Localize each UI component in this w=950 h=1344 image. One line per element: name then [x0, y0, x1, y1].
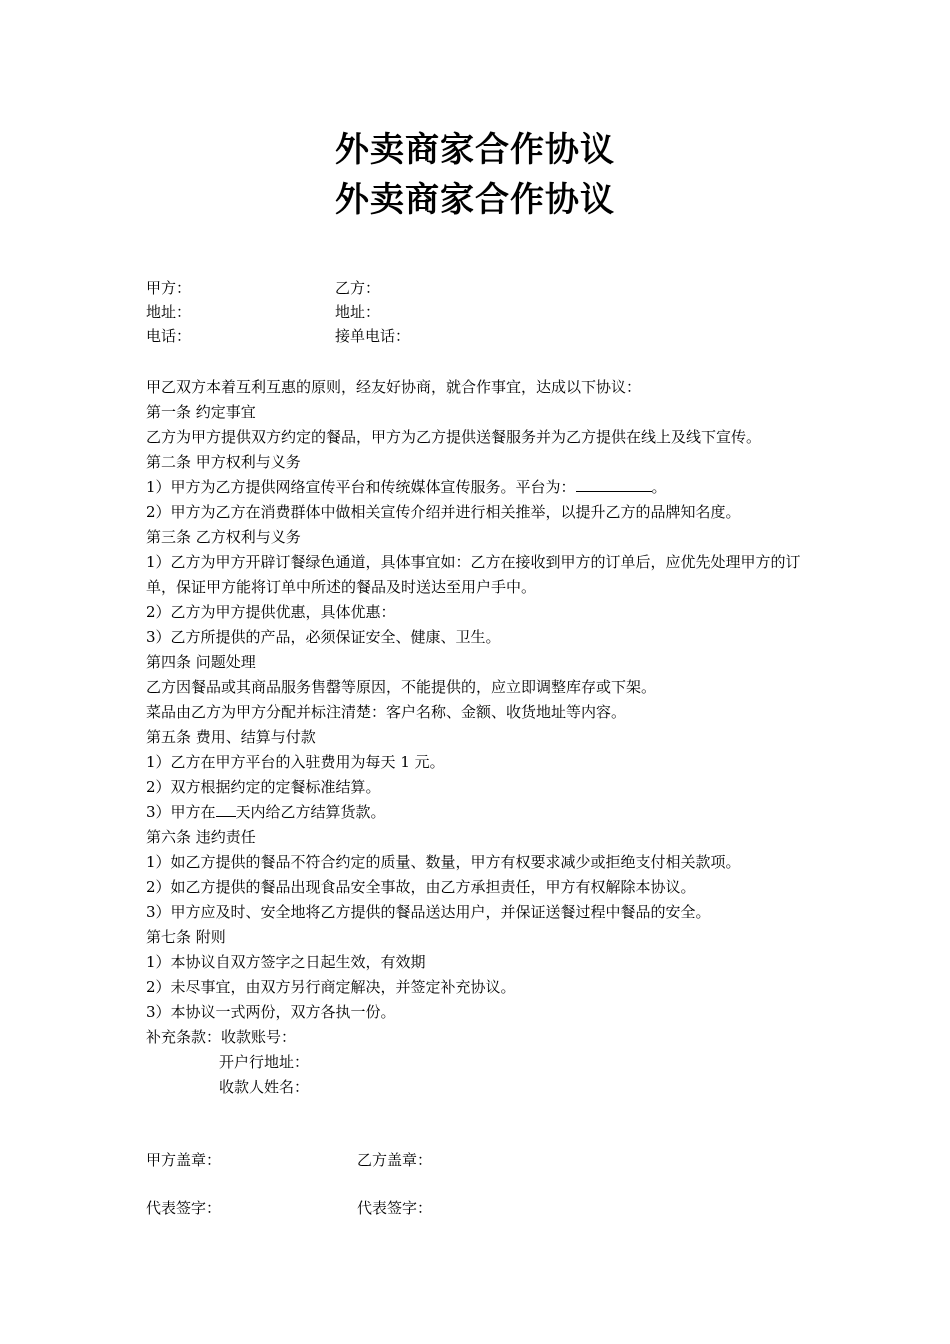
article-6-item-3: 3）甲方应及时、安全地将乙方提供的餐品送达用户，并保证送餐过程中餐品的安全。: [146, 903, 711, 921]
article-7-item-3: 3）本协议一式两份，双方各执一份。: [146, 1003, 396, 1021]
party-b-signature-label: 代表签字：: [357, 1199, 433, 1217]
supplement-bank-address: 开户行地址：: [219, 1053, 310, 1071]
document-title: 外卖商家合作协议: [335, 130, 615, 170]
article-4-line-2: 菜品由乙方为甲方分配并标注清楚：客户名称、金额、收货地址等内容。: [146, 703, 627, 721]
party-a-label: 甲方：: [146, 279, 192, 297]
article-5-item-3-end: 天内给乙方结算货款。: [235, 803, 386, 821]
article-2-item-1-text: 1）甲方为乙方提供网络宣传平台和传统媒体宣传服务。平台为：: [146, 478, 576, 496]
article-4-line-1: 乙方因餐品或其商品服务售罄等原因，不能提供的，应立即调整库存或下架。: [146, 678, 657, 696]
party-a-signature-label: 代表签字：: [146, 1199, 222, 1217]
article-5-heading: 第五条 费用、结算与付款: [146, 728, 316, 746]
article-3-item-2: 2）乙方为甲方提供优惠，具体优惠：: [146, 603, 396, 621]
article-4-heading: 第四条 问题处理: [146, 653, 256, 671]
article-6-item-1: 1）如乙方提供的餐品不符合约定的质量、数量，甲方有权要求减少或拒绝支付相关款项。: [146, 853, 741, 871]
agreement-body: [146, 375, 816, 1100]
article-3-item-3: 3）乙方所提供的产品，必须保证安全、健康、卫生。: [146, 628, 501, 646]
article-5-item-1: 1）乙方在甲方平台的入驻费用为每天 1 元。: [146, 753, 445, 771]
document-title-repeat: 外卖商家合作协议: [335, 180, 615, 220]
article-7-item-1: 1）本协议自双方签字之日起生效，有效期: [146, 953, 426, 971]
phone-a-label: 电话：: [146, 327, 192, 345]
article-3-item-1: 1）乙方为甲方开辟订餐绿色通道，具体事宜如：乙方在接收到甲方的订单后，应优先处理甲方的订单，保证甲方能将订单中所述的餐品及时送达至用户手中。: [146, 553, 801, 596]
article-5-item-3-text: 3）甲方在: [146, 803, 216, 821]
article-5-item-2: 2）双方根据约定的定餐标准结算。: [146, 778, 381, 796]
supplement-payee-name: 收款人姓名：: [219, 1078, 310, 1096]
article-2-item-1-end: 。: [651, 478, 667, 496]
article-2-heading: 第二条 甲方权利与义务: [146, 453, 301, 471]
party-a-seal-label: 甲方盖章：: [146, 1151, 222, 1169]
article-3-heading: 第三条 乙方权利与义务: [146, 528, 301, 546]
supplement-account: 补充条款：收款账号：: [146, 1028, 297, 1046]
article-7-heading: 第七条 附则: [146, 928, 226, 946]
article-2-item-2: 2）甲方为乙方在消费群体中做相关宣传介绍并进行相关推举，以提升乙方的品牌知名度。: [146, 503, 741, 521]
article-1-text: 乙方为甲方提供双方约定的餐品，甲方为乙方提供送餐服务并为乙方提供在线上及线下宣传。: [146, 428, 762, 446]
phone-b-label: 接单电话：: [335, 327, 411, 345]
address-a-label: 地址：: [146, 303, 192, 321]
address-b-label: 地址：: [335, 303, 381, 321]
intro-paragraph: 甲乙双方本着互利互惠的原则，经友好协商，就合作事宜，达成以下协议：: [146, 378, 642, 396]
article-5-item-3: [146, 800, 816, 825]
platform-blank: [576, 477, 652, 492]
article-1-heading: 第一条 约定事宜: [146, 403, 256, 421]
party-b-seal-label: 乙方盖章：: [357, 1151, 433, 1169]
article-2-item-1: [146, 475, 816, 500]
article-6-heading: 第六条 违约责任: [146, 828, 256, 846]
party-b-label: 乙方：: [335, 279, 381, 297]
article-7-item-2: 2）未尽事宜，由双方另行商定解决，并签定补充协议。: [146, 978, 516, 996]
days-blank: [216, 802, 236, 817]
article-6-item-2: 2）如乙方提供的餐品出现食品安全事故，由乙方承担责任，甲方有权解除本协议。: [146, 878, 696, 896]
